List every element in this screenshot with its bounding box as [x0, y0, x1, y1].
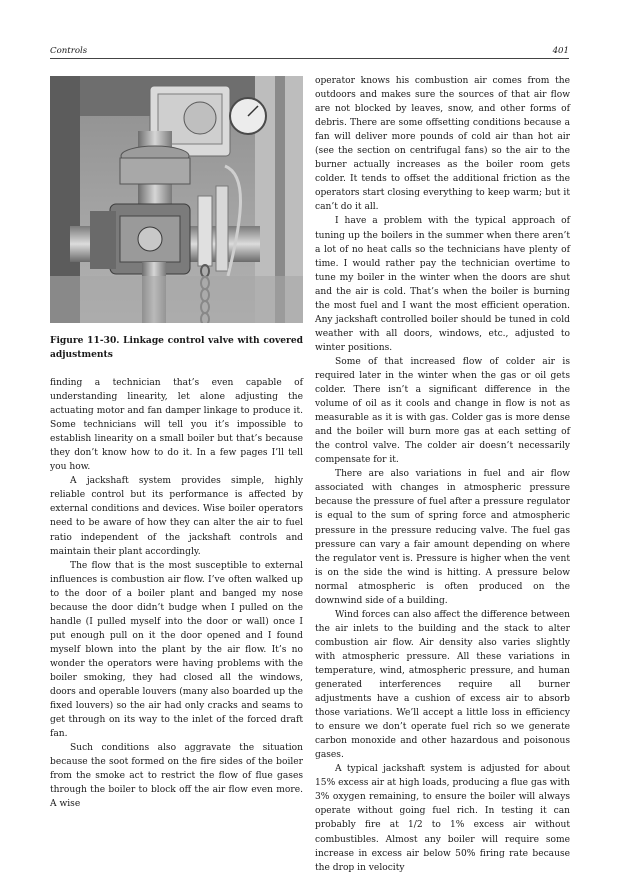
running-header	[50, 46, 569, 59]
right-column	[315, 74, 570, 875]
paragraph: There are also variations in fuel and air flow associated with changes in atmospheric pressure because the pressure of fuel after a pressure regulator is equal to the sum of spring force and atmospheric pressure in the pressure reducing valve. The fuel gas pressure can vary a fair amount depending on where the regulator vent is. Pressure is higher when the vent is on the side the wind is hitting. A pressure below normal atmospheric is often produced on the downwind side of a building.	[315, 469, 570, 606]
section-title: Controls	[50, 46, 88, 56]
paragraph: Such conditions also aggravate the situation because the soot formed on the fire sides of the boiler from the smoke act to restrict the flow of flue gases through the boiler to block off the air flow even more. A wise	[50, 743, 303, 810]
figure-caption: Figure 11-30. Linkage control valve with covered adjustments	[50, 335, 303, 360]
paragraph: operator knows his combustion air comes from the outdoors and makes sure the sources of that air flow are not blocked by leaves, snow, and other forms of debris. There are some offsetting conditions because a fan will deliver more pounds of cold air than hot air (see the section on centrifugal fans) so the air to the burner actually increases as the boiler room gets colder. It tends to offset the additional friction as the operators start closing everything to keep warm; but it can’t do it all.	[315, 76, 570, 213]
paragraph: I have a problem with the typical approach of tuning up the boilers in the summer when there aren’t a lot of no heat calls so the technicians have plenty of time. I would rather pay the technician overtime to tune my boiler in the winter when the doors are shut and the air is cold. That’s when the boiler is burning the most fuel and I want the most efficient operation. Any jackshaft controlled boiler should be tuned in cold weather with all doors, windows, etc., adjusted to winter positions.	[315, 216, 570, 353]
paragraph: finding a technician that’s even capable of understanding linearity, let alone adjusting the actuating motor and fan damper linkage to produce it. Some technicians will tell you it’s impossible to establish linearity on a small boiler but that’s because they don’t know how to do it. In a few pages I’ll tell you how.	[50, 378, 303, 473]
paragraph: A jackshaft system provides simple, highly reliable control but its performance is affected by external conditions and devices. Wise boiler operators need to be aware of how they can alter the air to fuel ratio independent of the jackshaft controls and maintain their plant accordingly.	[50, 476, 303, 557]
figure-photo	[50, 76, 303, 323]
linkage-valve-photo	[50, 76, 303, 323]
paragraph: The flow that is the most susceptible to external influences is combustion air flow. I’ve often walked up to the door of a boiler plant and banged my nose because the door didn’t budge when I pulled on the handle (I pulled myself into the door or wall) once I put enough pull on it the door opened and I found myself blown into the plant by the air flow. It’s no wonder the operators were having problems with the boiler smoking, they had closed all the windows, doors and operable louvers (many also boarded up the fixed louvers) so the air had only cracks and seams to get through on its way to the inlet of the forced draft fan.	[50, 560, 303, 740]
paragraph: Wind forces can also affect the difference between the air inlets to the building and the stack to alter combustion air flow. Air density also varies slightly with atmospheric pressure. All these variations in temperature, wind, atmospheric pressure, and human generated interferences require all burner adjustments have a cushion of excess air to absorb those variations. We’ll accept a little loss in efficiency to ensure we don’t operate fuel rich so we generate carbon monoxide and other hazardous and poisonous gases.	[315, 609, 570, 761]
paragraph: Some of that increased flow of colder air is required later in the winter when the gas or oil gets colder. There isn’t a significant difference in the volume of oil as it cools and change in flow is not as measurable as it is with gas. Colder gas is more dense and the boiler will burn more gas at each setting of the control valve. The colder air doesn’t necessarily compensate for it.	[315, 356, 570, 466]
page-number: 401	[552, 46, 569, 56]
paragraph: A typical jackshaft system is adjusted for about 15% excess air at high loads, producing a flue gas with 3% oxygen remaining, to ensure the boiler will always operate without going fuel rich. In testing it can probably fire at 1/2 to 1% excess air without combustibles. Almost any boiler will require some increase in excess air below 50% firing rate because the drop in velocity	[315, 764, 570, 873]
left-column	[50, 376, 303, 811]
